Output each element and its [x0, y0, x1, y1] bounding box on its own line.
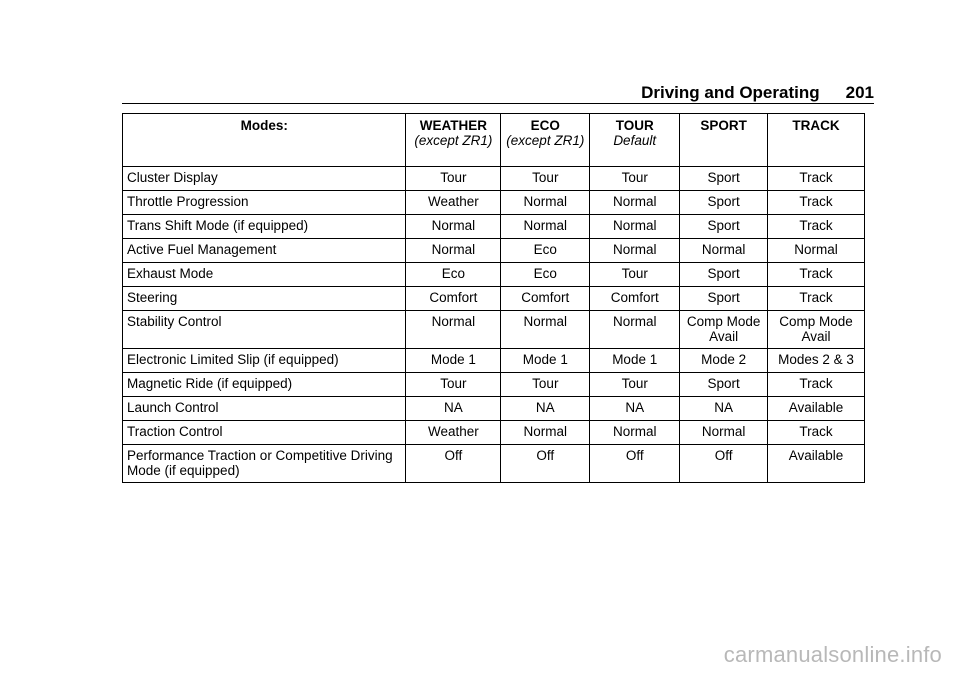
column-header-track	[768, 114, 865, 167]
value-cell: Normal	[590, 421, 680, 445]
column-sublabel: (except ZR1)	[506, 133, 585, 148]
value-cell: Normal	[501, 215, 590, 239]
feature-cell: Performance Traction or Competitive Driving Mode (if equipped)	[123, 445, 406, 483]
value-cell: NA	[680, 397, 768, 421]
table-row	[123, 167, 865, 191]
table-row	[123, 349, 865, 373]
column-header-weather	[406, 114, 501, 167]
value-cell: Tour	[590, 263, 680, 287]
feature-cell: Exhaust Mode	[123, 263, 406, 287]
table-row	[123, 421, 865, 445]
value-cell: Track	[768, 287, 865, 311]
value-cell: Normal	[768, 239, 865, 263]
value-cell: Normal	[590, 311, 680, 349]
value-cell: Sport	[680, 287, 768, 311]
value-cell: Mode 1	[590, 349, 680, 373]
column-header-eco	[501, 114, 590, 167]
page-number: 201	[845, 83, 874, 102]
feature-cell: Stability Control	[123, 311, 406, 349]
value-cell: Off	[406, 445, 501, 483]
column-sublabel: Default	[613, 133, 657, 148]
page-header	[641, 83, 874, 103]
value-cell: Track	[768, 373, 865, 397]
column-label: TOUR	[615, 118, 654, 133]
value-cell: Weather	[406, 191, 501, 215]
table-row	[123, 373, 865, 397]
table-row	[123, 397, 865, 421]
value-cell: Track	[768, 215, 865, 239]
value-cell: Normal	[501, 191, 590, 215]
value-cell: Normal	[590, 215, 680, 239]
table-row	[123, 311, 865, 349]
value-cell: Normal	[501, 421, 590, 445]
feature-cell: Magnetic Ride (if equipped)	[123, 373, 406, 397]
value-cell: Comfort	[501, 287, 590, 311]
value-cell: Tour	[590, 167, 680, 191]
table-row	[123, 239, 865, 263]
header-rule	[122, 103, 874, 104]
value-cell: Normal	[680, 239, 768, 263]
feature-cell: Active Fuel Management	[123, 239, 406, 263]
header-row	[123, 114, 865, 167]
table-row	[123, 445, 865, 483]
value-cell: NA	[406, 397, 501, 421]
column-label: ECO	[530, 118, 560, 133]
value-cell: Eco	[501, 263, 590, 287]
corner-header: Modes:	[123, 114, 406, 167]
section-title: Driving and Operating	[641, 83, 820, 102]
value-cell: Tour	[501, 167, 590, 191]
column-label: WEATHER	[419, 118, 488, 133]
table-row	[123, 215, 865, 239]
drive-modes-table	[122, 113, 865, 483]
value-cell: Mode 1	[501, 349, 590, 373]
value-cell: Track	[768, 191, 865, 215]
value-cell: Normal	[590, 239, 680, 263]
value-cell: Available	[768, 397, 865, 421]
value-cell: Sport	[680, 167, 768, 191]
column-header-tour	[590, 114, 680, 167]
value-cell: Comp Mode Avail	[768, 311, 865, 349]
column-label: TRACK	[792, 118, 840, 133]
column-header-sport	[680, 114, 768, 167]
value-cell: Normal	[406, 215, 501, 239]
feature-cell: Steering	[123, 287, 406, 311]
value-cell: Sport	[680, 373, 768, 397]
value-cell: Mode 2	[680, 349, 768, 373]
value-cell: Eco	[501, 239, 590, 263]
table-row	[123, 263, 865, 287]
column-sublabel: (except ZR1)	[414, 133, 493, 148]
watermark: carmanualsonline.info	[723, 642, 942, 667]
value-cell: Normal	[406, 311, 501, 349]
value-cell: Tour	[501, 373, 590, 397]
value-cell: Comp Mode Avail	[680, 311, 768, 349]
table-row	[123, 191, 865, 215]
value-cell: Normal	[590, 191, 680, 215]
value-cell: Track	[768, 167, 865, 191]
value-cell: Available	[768, 445, 865, 483]
value-cell: Normal	[680, 421, 768, 445]
value-cell: Normal	[406, 239, 501, 263]
value-cell: Track	[768, 421, 865, 445]
feature-cell: Throttle Progression	[123, 191, 406, 215]
value-cell: Normal	[501, 311, 590, 349]
value-cell: Track	[768, 263, 865, 287]
value-cell: Tour	[406, 373, 501, 397]
feature-cell: Launch Control	[123, 397, 406, 421]
column-label: SPORT	[700, 118, 747, 133]
value-cell: Eco	[406, 263, 501, 287]
value-cell: Sport	[680, 215, 768, 239]
value-cell: Off	[501, 445, 590, 483]
feature-cell: Trans Shift Mode (if equipped)	[123, 215, 406, 239]
value-cell: NA	[501, 397, 590, 421]
value-cell: Tour	[406, 167, 501, 191]
value-cell: NA	[590, 397, 680, 421]
table-row	[123, 287, 865, 311]
value-cell: Mode 1	[406, 349, 501, 373]
value-cell: Off	[590, 445, 680, 483]
feature-cell: Cluster Display	[123, 167, 406, 191]
value-cell: Modes 2 & 3	[768, 349, 865, 373]
feature-cell: Traction Control	[123, 421, 406, 445]
value-cell: Sport	[680, 191, 768, 215]
value-cell: Weather	[406, 421, 501, 445]
value-cell: Comfort	[590, 287, 680, 311]
value-cell: Off	[680, 445, 768, 483]
feature-cell: Electronic Limited Slip (if equipped)	[123, 349, 406, 373]
value-cell: Sport	[680, 263, 768, 287]
value-cell: Tour	[590, 373, 680, 397]
value-cell: Comfort	[406, 287, 501, 311]
